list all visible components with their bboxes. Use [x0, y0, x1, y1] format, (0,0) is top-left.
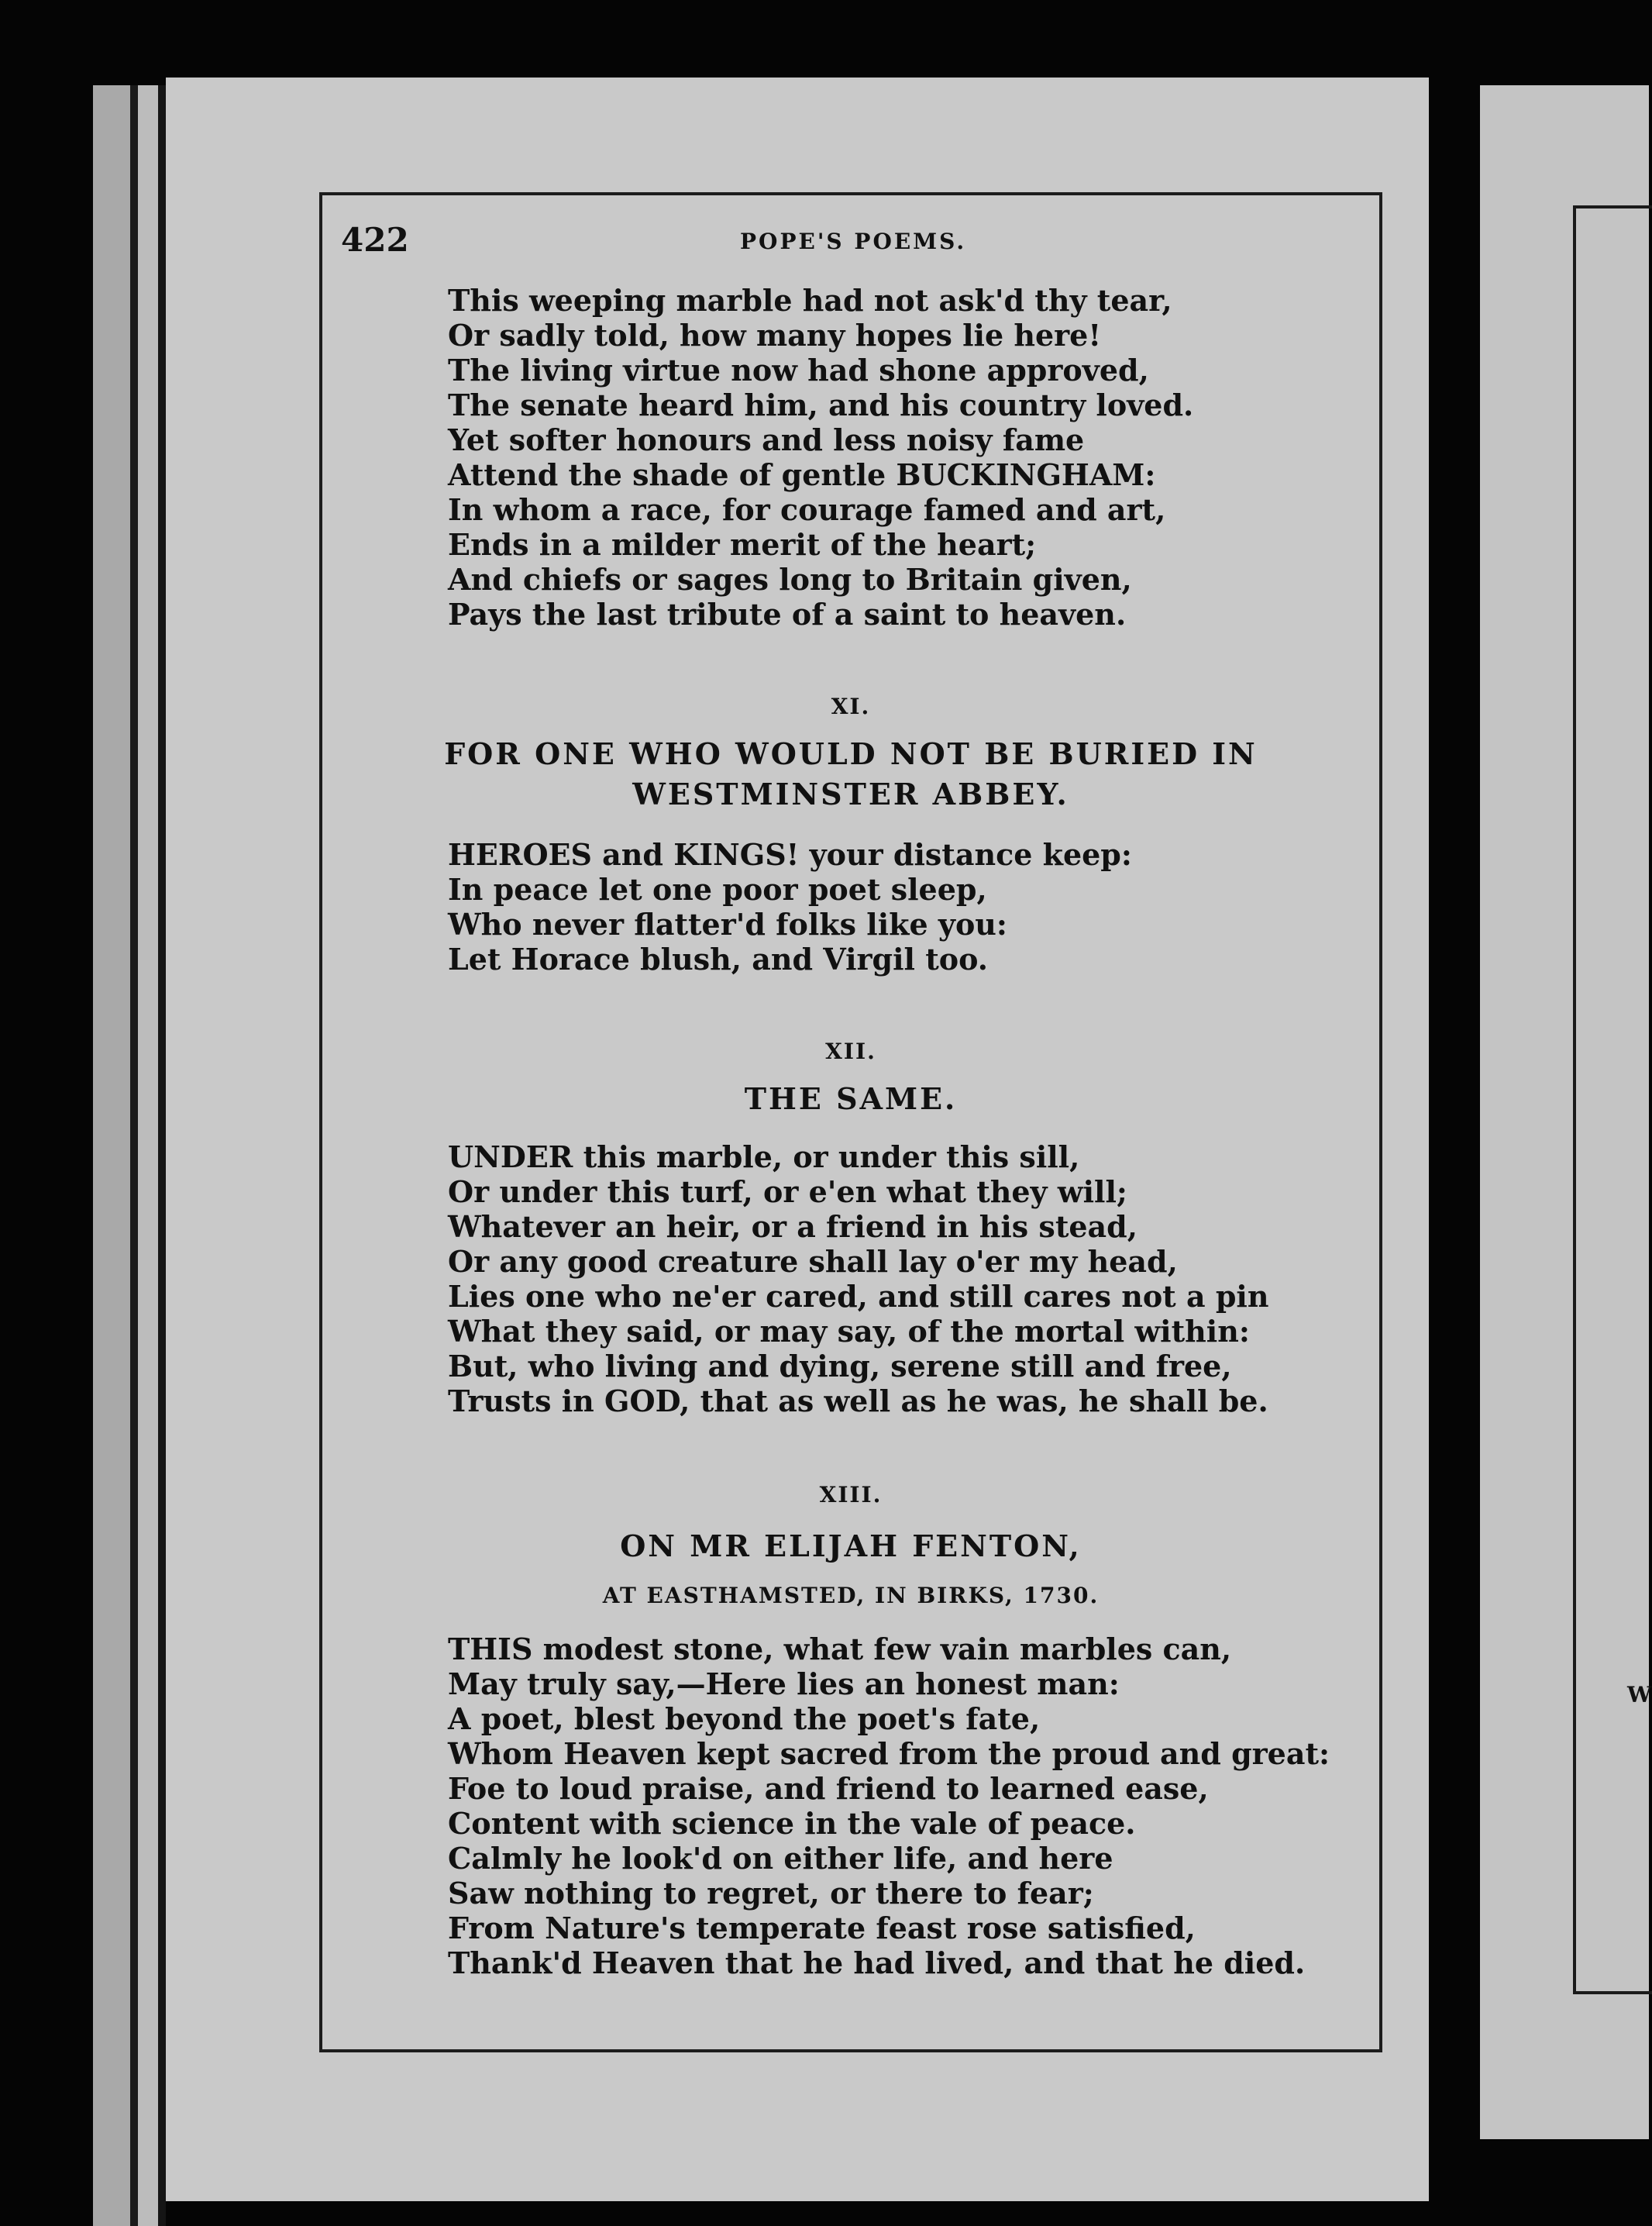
section-number: XIII.: [819, 1482, 883, 1508]
stanza: [448, 1632, 1347, 1980]
verse-line: Thank'd Heaven that he had lived, and that he died.: [448, 1945, 1306, 1980]
verse-line: UNDER this marble, or under this sill,: [448, 1139, 1080, 1174]
verse-line: From Nature's temperate feast rose satisfied,: [448, 1911, 1196, 1945]
poem-title: THE SAME.: [744, 1081, 958, 1116]
stanza: [448, 283, 1347, 632]
poem-subtitle: AT EASTHAMSTED, IN BIRKS, 1730.: [602, 1583, 1100, 1608]
verse-line: Who never flatter'd folks like you:: [448, 907, 1007, 942]
verse-line: Whatever an heir, or a friend in his stead,: [448, 1209, 1137, 1244]
verse-line: A poet, blest beyond the poet's fate,: [448, 1701, 1041, 1736]
verse-line: Calmly he look'd on either life, and here: [448, 1841, 1113, 1876]
verse-line: In peace let one poor poet sleep,: [448, 872, 987, 907]
verse-line: This weeping marble had not ask'd thy tear,: [448, 283, 1172, 318]
verse-line: Ends in a milder merit of the heart;: [448, 527, 1037, 562]
verse-line: Trusts in GOD, that as well as he was, he shall be.: [448, 1383, 1268, 1418]
verse-line: Or any good creature shall lay o'er my head,: [448, 1244, 1178, 1279]
right-page-border: [1573, 205, 1652, 1994]
poem-xi: [448, 837, 1347, 977]
page-edge: [130, 85, 138, 2226]
running-head: [341, 221, 1348, 267]
poem-title: FOR ONE WHO WOULD NOT BE BURIED IN: [444, 736, 1258, 771]
section-number: XI.: [831, 694, 871, 719]
stanza: [448, 1139, 1347, 1418]
verse-line: Content with science in the vale of peace.: [448, 1806, 1136, 1841]
verse-line: May truly say,—Here lies an honest man:: [448, 1666, 1120, 1701]
stanza: [448, 837, 1347, 977]
page-edge: [138, 85, 158, 2226]
verse-line: THIS modest stone, what few vain marbles can,: [448, 1632, 1232, 1666]
page-edge: [158, 85, 166, 2226]
verse-line: Foe to loud praise, and friend to learned ease,: [448, 1771, 1209, 1806]
verse-line: Pays the last tribute of a saint to heaven.: [448, 597, 1127, 632]
verse-line: Let Horace blush, and Virgil too.: [448, 942, 989, 977]
page-edge: [93, 85, 130, 2226]
verse-line: Yet softer honours and less noisy fame: [448, 422, 1085, 457]
verse-line: Saw nothing to regret, or there to fear;: [448, 1876, 1094, 1911]
verse-line: Or under this turf, or e'en what they will;: [448, 1174, 1127, 1209]
verse-line: What they said, or may say, of the mortal within:: [448, 1314, 1250, 1349]
page-number: 422: [341, 221, 409, 259]
section-number: XII.: [825, 1039, 876, 1064]
verse-line: The living virtue now had shone approved,: [448, 353, 1149, 388]
poem-title: WESTMINSTER ABBEY.: [632, 777, 1069, 811]
verse-line: Lies one who ne'er cared, and still cares not a pin: [448, 1279, 1269, 1314]
poem-title: ON MR ELIJAH FENTON,: [620, 1528, 1082, 1563]
verse-line: Or sadly told, how many hopes lie here!: [448, 318, 1102, 353]
verse-line: HEROES and KINGS! your distance keep:: [448, 837, 1132, 872]
poem-xiii: [448, 1632, 1347, 1980]
verse-line: In whom a race, for courage famed and art,: [448, 492, 1166, 527]
poem-xii: [448, 1139, 1347, 1418]
verse-line: The senate heard him, and his country loved.: [448, 388, 1194, 422]
running-title: POPE'S POEMS.: [740, 229, 967, 254]
right-page-fragment: W: [1627, 1682, 1652, 1707]
verse-line: Attend the shade of gentle BUCKINGHAM:: [448, 457, 1156, 492]
verse-line: Whom Heaven kept sacred from the proud and great:: [448, 1736, 1330, 1771]
verse-line: But, who living and dying, serene still and free,: [448, 1349, 1232, 1383]
verse-line: And chiefs or sages long to Britain given,: [448, 562, 1132, 597]
continued-poem: [448, 283, 1347, 632]
